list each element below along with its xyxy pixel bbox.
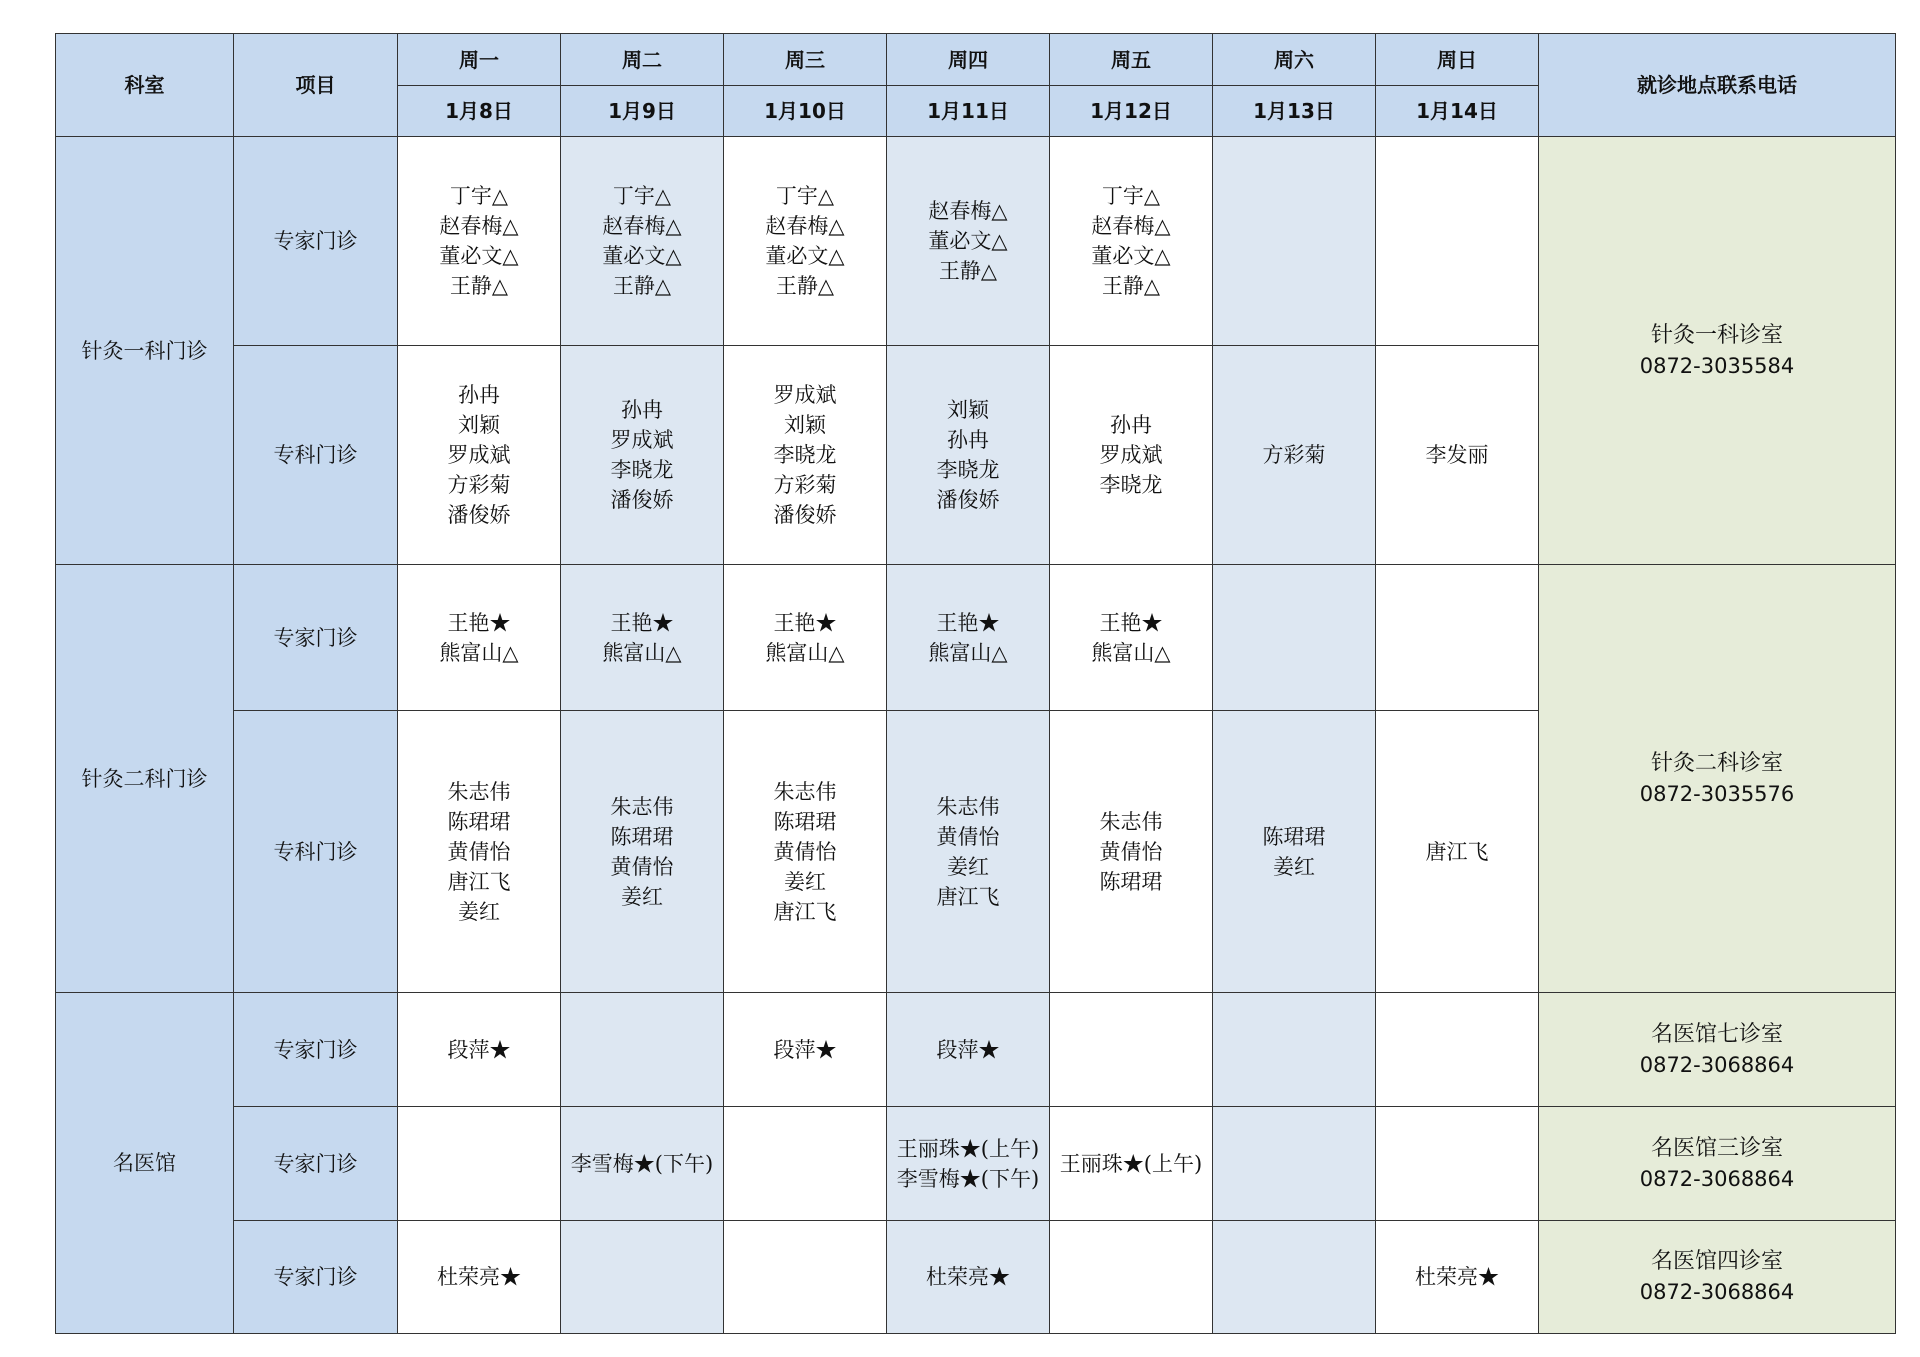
item-name: 专家门诊 — [234, 993, 398, 1107]
location-cell — [1539, 993, 1896, 1107]
schedule-cell: 刘颖 孙冉 李晓龙 潘俊娇 — [887, 346, 1050, 565]
schedule-cell: 李雪梅★(下午) — [561, 1107, 724, 1221]
location-phone: 0872-3068864 — [1639, 1166, 1795, 1191]
schedule-cell: 丁宇△ 赵春梅△ 董必文△ 王静△ — [724, 137, 887, 346]
dept-name: 名医馆 — [56, 993, 234, 1334]
schedule-cell: 杜荣亮★ — [887, 1221, 1050, 1334]
schedule-cell — [1050, 1221, 1213, 1334]
schedule-cell — [1213, 137, 1376, 346]
schedule-cell — [1213, 565, 1376, 711]
header-weekday: 周三 — [724, 34, 887, 86]
header-date: 1月13日 — [1213, 86, 1376, 137]
schedule-cell: 唐江飞 — [1376, 711, 1539, 993]
location-room: 名医馆四诊室 — [1650, 1249, 1783, 1274]
header-weekday: 周日 — [1376, 34, 1539, 86]
schedule-cell — [1376, 565, 1539, 711]
header-item: 项目 — [234, 34, 398, 137]
schedule-cell — [561, 993, 724, 1107]
header-date: 1月12日 — [1050, 86, 1213, 137]
item-name: 专家门诊 — [234, 565, 398, 711]
schedule-cell: 孙冉 罗成斌 李晓龙 — [1050, 346, 1213, 565]
item-name: 专家门诊 — [234, 1221, 398, 1334]
schedule-cell: 王艳★ 熊富山△ — [1050, 565, 1213, 711]
schedule-cell: 方彩菊 — [1213, 346, 1376, 565]
schedule-cell — [724, 1221, 887, 1334]
item-name: 专家门诊 — [234, 137, 398, 346]
dept-name: 针灸二科门诊 — [56, 565, 234, 993]
schedule-cell — [1213, 1107, 1376, 1221]
header-weekday: 周二 — [561, 34, 724, 86]
header-weekday: 周六 — [1213, 34, 1376, 86]
schedule-cell — [1376, 993, 1539, 1107]
schedule-cell: 朱志伟 黄倩怡 姜红 唐江飞 — [887, 711, 1050, 993]
schedule-cell: 王丽珠★(上午) 李雪梅★(下午) — [887, 1107, 1050, 1221]
schedule-cell: 王艳★ 熊富山△ — [561, 565, 724, 711]
location-cell — [1539, 1221, 1896, 1334]
schedule-table — [55, 33, 1896, 1334]
location-cell — [1539, 1107, 1896, 1221]
schedule-cell: 杜荣亮★ — [1376, 1221, 1539, 1334]
schedule-cell: 段萍★ — [724, 993, 887, 1107]
schedule-cell: 王艳★ 熊富山△ — [887, 565, 1050, 711]
schedule-cell — [1376, 137, 1539, 346]
schedule-cell: 朱志伟 陈珺珺 黄倩怡 姜红 唐江飞 — [724, 711, 887, 993]
header-dept: 科室 — [56, 34, 234, 137]
location-cell — [1539, 137, 1896, 565]
header-location: 就诊地点联系电话 — [1539, 34, 1896, 137]
location-room: 针灸二科诊室 — [1650, 750, 1783, 776]
schedule-cell: 赵春梅△ 董必文△ 王静△ — [887, 137, 1050, 346]
header-date: 1月14日 — [1376, 86, 1539, 137]
header-date: 1月8日 — [398, 86, 561, 137]
header-weekday: 周五 — [1050, 34, 1213, 86]
header-date: 1月9日 — [561, 86, 724, 137]
schedule-cell — [1213, 1221, 1376, 1334]
schedule-cell: 段萍★ — [887, 993, 1050, 1107]
location-phone: 0872-3068864 — [1639, 1052, 1795, 1077]
schedule-cell: 杜荣亮★ — [398, 1221, 561, 1334]
schedule-cell: 李发丽 — [1376, 346, 1539, 565]
item-name: 专科门诊 — [234, 346, 398, 565]
schedule-cell: 王艳★ 熊富山△ — [724, 565, 887, 711]
schedule-cell — [561, 1221, 724, 1334]
header-date: 1月10日 — [724, 86, 887, 137]
schedule-cell — [1376, 1107, 1539, 1221]
schedule-cell: 朱志伟 黄倩怡 陈珺珺 — [1050, 711, 1213, 993]
dept-name: 针灸一科门诊 — [56, 137, 234, 565]
location-room: 名医馆七诊室 — [1650, 1021, 1783, 1047]
schedule-cell: 朱志伟 陈珺珺 黄倩怡 唐江飞 姜红 — [398, 711, 561, 993]
schedule-cell — [398, 1107, 561, 1221]
header-weekday: 周四 — [887, 34, 1050, 86]
header-weekday: 周一 — [398, 34, 561, 86]
schedule-cell — [724, 1107, 887, 1221]
location-phone: 0872-3035576 — [1639, 781, 1795, 806]
schedule-cell: 王艳★ 熊富山△ — [398, 565, 561, 711]
schedule-cell: 段萍★ — [398, 993, 561, 1107]
location-phone: 0872-3035584 — [1639, 353, 1795, 378]
schedule-cell: 孙冉 刘颖 罗成斌 方彩菊 潘俊娇 — [398, 346, 561, 565]
schedule-cell: 朱志伟 陈珺珺 黄倩怡 姜红 — [561, 711, 724, 993]
header-date: 1月11日 — [887, 86, 1050, 137]
location-room: 针灸一科诊室 — [1650, 322, 1783, 348]
schedule-cell: 罗成斌 刘颖 李晓龙 方彩菊 潘俊娇 — [724, 346, 887, 565]
location-room: 名医馆三诊室 — [1650, 1135, 1783, 1161]
schedule-cell: 丁宇△ 赵春梅△ 董必文△ 王静△ — [398, 137, 561, 346]
schedule-cell — [1213, 993, 1376, 1107]
schedule-cell: 丁宇△ 赵春梅△ 董必文△ 王静△ — [561, 137, 724, 346]
schedule-cell: 孙冉 罗成斌 李晓龙 潘俊娇 — [561, 346, 724, 565]
schedule-cell: 丁宇△ 赵春梅△ 董必文△ 王静△ — [1050, 137, 1213, 346]
item-name: 专家门诊 — [234, 1107, 398, 1221]
location-phone: 0872-3068864 — [1639, 1280, 1795, 1304]
schedule-cell: 王丽珠★(上午) — [1050, 1107, 1213, 1221]
location-cell — [1539, 565, 1896, 993]
schedule-cell: 陈珺珺 姜红 — [1213, 711, 1376, 993]
schedule-cell — [1050, 993, 1213, 1107]
item-name: 专科门诊 — [234, 711, 398, 993]
